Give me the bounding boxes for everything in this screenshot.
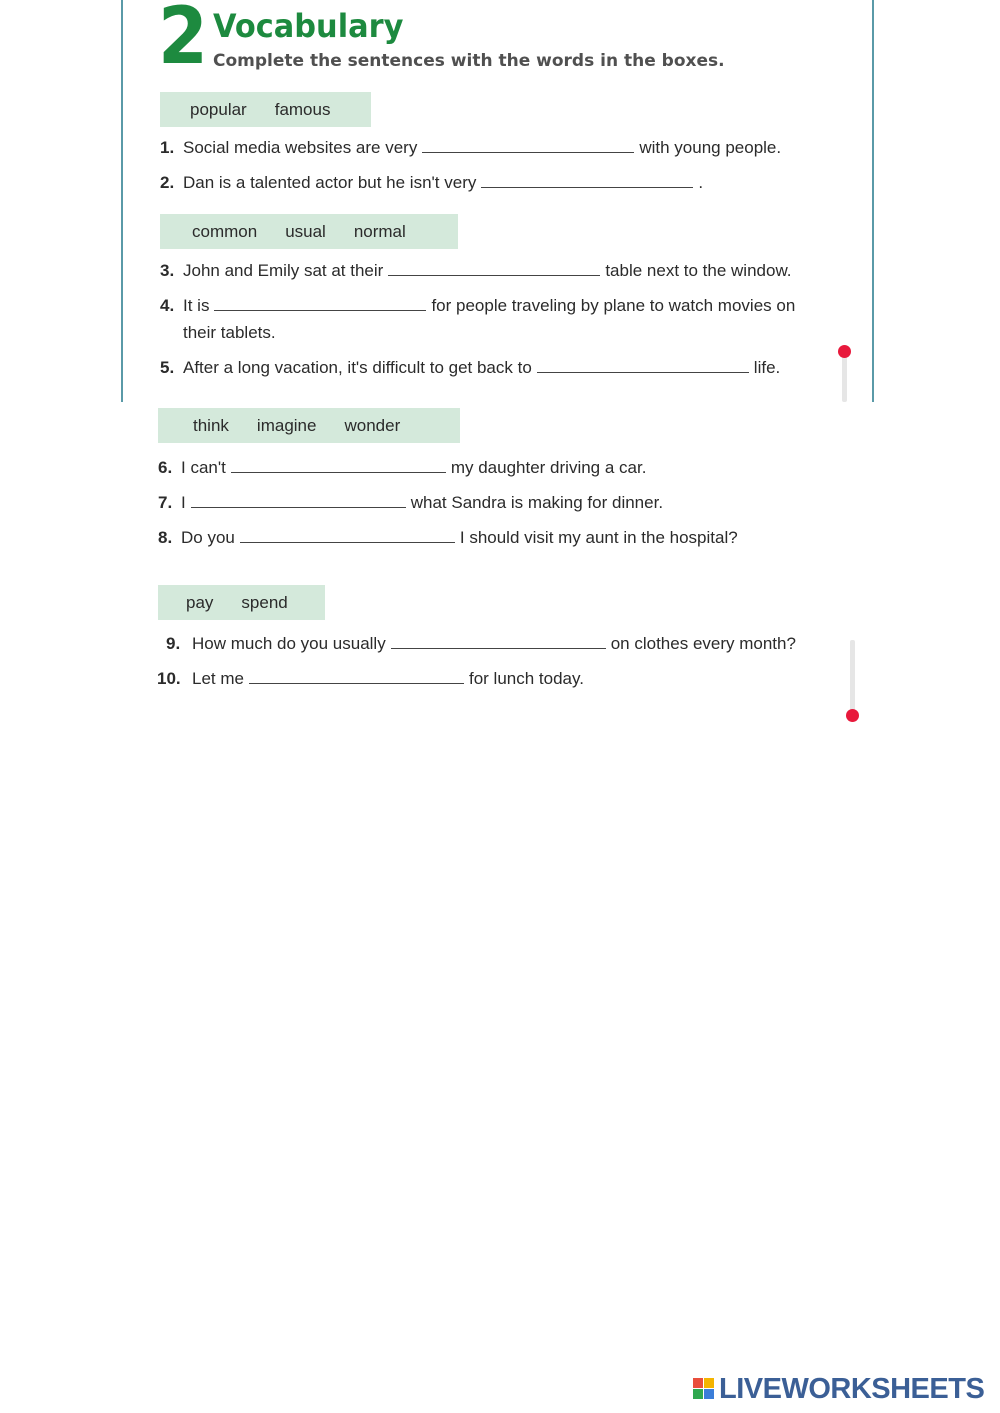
word-box-2 xyxy=(160,214,458,249)
question-text-after: table next to the window. xyxy=(605,261,792,280)
question-4-continuation: their tablets. xyxy=(183,323,276,342)
answer-blank-3[interactable] xyxy=(388,261,600,276)
question-9 xyxy=(166,633,796,655)
section-title: Vocabulary xyxy=(213,7,404,45)
question-10 xyxy=(157,668,584,690)
question-text-before: How much do you usually xyxy=(192,634,386,653)
question-text-before: Social media websites are very xyxy=(183,138,418,157)
question-text-before: John and Emily sat at their xyxy=(183,261,384,280)
question-number: 6. xyxy=(158,458,173,477)
instructions: Complete the sentences with the words in the boxes. xyxy=(213,51,725,71)
question-4 xyxy=(160,295,795,317)
question-text-before: After a long vacation, it's difficult to get back to xyxy=(183,358,532,377)
question-3 xyxy=(160,260,792,282)
question-text-after: on clothes every month? xyxy=(610,634,796,653)
answer-blank-4[interactable] xyxy=(214,296,426,311)
question-text-after: . xyxy=(698,173,704,192)
answer-blank-2[interactable] xyxy=(481,173,693,188)
question-1 xyxy=(160,137,781,159)
question-5 xyxy=(160,357,780,379)
question-number: 2. xyxy=(160,173,175,192)
question-2 xyxy=(160,172,703,194)
question-text-after: for lunch today. xyxy=(468,669,584,688)
question-number: 5. xyxy=(160,358,175,377)
brand[interactable] xyxy=(693,1373,984,1405)
question-number: 1. xyxy=(160,138,175,157)
scroll-marker-dot[interactable] xyxy=(838,345,851,358)
question-number: 9. xyxy=(166,634,181,653)
word-box-word: think xyxy=(193,415,229,435)
answer-blank-9[interactable] xyxy=(391,634,606,649)
page-frame-right xyxy=(872,0,874,402)
answer-blank-5[interactable] xyxy=(537,358,749,373)
section-number: 2 xyxy=(158,0,207,82)
liveworksheets-logo-icon xyxy=(693,1378,715,1400)
question-text-after: I should visit my aunt in the hospital? xyxy=(459,528,738,547)
question-number: 4. xyxy=(160,296,175,315)
question-text-before: Dan is a talented actor but he isn't very xyxy=(183,173,477,192)
word-box-word: common xyxy=(192,221,258,241)
question-text-after: what Sandra is making for dinner. xyxy=(410,493,664,512)
question-number: 3. xyxy=(160,261,175,280)
word-box-word: popular xyxy=(190,99,247,119)
scroll-marker-track xyxy=(850,640,855,714)
question-text-before: Do you xyxy=(181,528,235,547)
page-frame-left xyxy=(121,0,123,402)
question-number: 8. xyxy=(158,528,173,547)
scroll-marker-track xyxy=(842,352,847,402)
question-8 xyxy=(158,527,738,549)
answer-blank-1[interactable] xyxy=(422,138,634,153)
answer-blank-10[interactable] xyxy=(249,669,464,684)
answer-blank-8[interactable] xyxy=(240,528,455,543)
question-text-after: my daughter driving a car. xyxy=(450,458,647,477)
word-box-word: wonder xyxy=(344,415,401,435)
question-number: 7. xyxy=(158,493,173,512)
answer-blank-6[interactable] xyxy=(231,458,446,473)
word-box-word: normal xyxy=(353,221,406,241)
word-box-4 xyxy=(158,585,325,620)
brand-text: LIVEWORKSHEETS xyxy=(719,1373,985,1405)
question-text-before: It is xyxy=(183,296,210,315)
question-text-before: I xyxy=(181,493,186,512)
question-7 xyxy=(158,492,663,514)
question-text-before: Let me xyxy=(192,669,244,688)
question-text-before: I can't xyxy=(181,458,226,477)
question-6 xyxy=(158,457,646,479)
word-box-word: imagine xyxy=(256,415,317,435)
word-box-word: famous xyxy=(274,99,331,119)
question-text-after: for people traveling by plane to watch movies on xyxy=(431,296,796,315)
word-box-3 xyxy=(158,408,460,443)
word-box-word: pay xyxy=(186,592,214,612)
word-box-word: spend xyxy=(241,592,288,612)
scroll-marker-dot[interactable] xyxy=(846,709,859,722)
question-number: 10. xyxy=(157,669,181,688)
answer-blank-7[interactable] xyxy=(191,493,406,508)
word-box-word: usual xyxy=(285,221,326,241)
question-text-after: life. xyxy=(753,358,781,377)
word-box-1 xyxy=(160,92,371,127)
question-text-after: with young people. xyxy=(639,138,782,157)
